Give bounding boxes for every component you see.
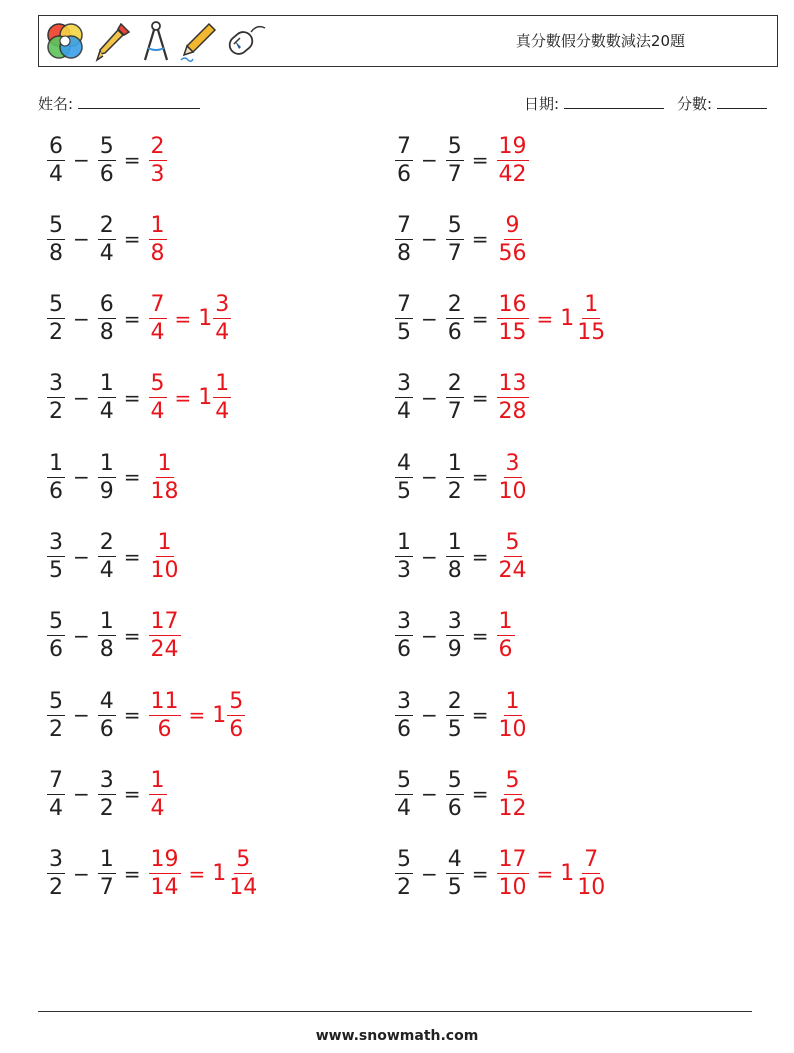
answer-fraction-numerator: 2	[150, 133, 165, 159]
minuend-fraction-numerator: 1	[397, 530, 411, 555]
minuend-fraction-denominator: 6	[49, 637, 63, 663]
answer-fraction	[149, 450, 181, 505]
subtrahend-fraction-numerator: 1	[447, 450, 462, 476]
subtrahend-fraction	[98, 688, 116, 743]
subtrahend-fraction-numerator: 1	[99, 450, 114, 476]
subtrahend-fraction	[446, 370, 464, 425]
problem-item	[392, 128, 532, 192]
problem-item	[392, 287, 610, 351]
minus-sign: −	[421, 306, 438, 331]
minuend-fraction	[395, 767, 413, 822]
score-label: 分數:	[677, 95, 713, 113]
subtrahend-fraction-numerator: 2	[447, 292, 462, 318]
minuend-fraction-denominator: 2	[49, 875, 63, 901]
equals-sign: =	[123, 227, 141, 252]
mixed-fraction-denominator: 10	[577, 875, 606, 901]
answer-fraction	[497, 846, 529, 901]
problem-item	[44, 445, 184, 509]
mixed-fraction-numerator: 5	[236, 847, 251, 873]
subtrahend-fraction-denominator: 8	[447, 558, 462, 583]
equals-sign: =	[123, 306, 141, 331]
equals-sign: =	[471, 623, 489, 648]
answer-fraction-numerator: 1	[157, 450, 172, 476]
minuend-fraction-numerator: 3	[397, 371, 411, 397]
equals-sign: =	[123, 148, 141, 172]
subtrahend-fraction-denominator: 6	[99, 161, 114, 187]
minuend-fraction	[395, 608, 413, 663]
date-field	[524, 93, 664, 114]
subtrahend-fraction-denominator: 7	[447, 399, 462, 425]
minuend-fraction	[47, 846, 65, 901]
problem-item	[392, 445, 532, 509]
minuend-fraction-numerator: 6	[49, 133, 63, 159]
minuend-fraction-numerator: 4	[397, 450, 411, 476]
minuend-fraction-numerator: 3	[49, 847, 63, 873]
answer-fraction-denominator: 56	[498, 240, 527, 266]
minus-sign: −	[73, 148, 90, 172]
subtrahend-fraction	[446, 212, 464, 267]
subtrahend-fraction	[98, 370, 116, 425]
mixed-fraction-numerator: 3	[215, 292, 230, 318]
answer-fraction	[497, 450, 529, 505]
mouse-icon	[225, 20, 269, 64]
minuend-fraction-denominator: 5	[397, 478, 411, 504]
minuend-fraction	[395, 133, 413, 188]
minuend-fraction	[47, 370, 65, 425]
subtrahend-fraction	[446, 133, 464, 188]
minuend-fraction-denominator: 2	[49, 399, 63, 425]
answer-fraction	[149, 133, 167, 188]
subtrahend-fraction-denominator: 8	[99, 320, 114, 346]
problem-item	[44, 604, 184, 668]
minuend-fraction	[47, 450, 65, 505]
problem-item	[392, 842, 610, 906]
answer-fraction-numerator: 3	[505, 450, 520, 476]
subtrahend-fraction	[446, 291, 464, 346]
mixed-fraction-denominator: 4	[215, 320, 230, 346]
minuend-fraction-numerator: 7	[397, 212, 411, 238]
subtrahend-fraction-numerator: 1	[99, 371, 114, 397]
subtrahend-fraction-denominator: 7	[447, 161, 462, 187]
minus-sign: −	[73, 544, 90, 569]
subtrahend-fraction-numerator: 1	[99, 847, 114, 873]
subtrahend-fraction-denominator: 5	[447, 716, 462, 742]
answer-fraction-denominator: 15	[498, 320, 527, 346]
answer-fraction	[497, 133, 529, 188]
mixed-whole: 1	[560, 861, 575, 887]
mixed-fraction-numerator: 1	[584, 292, 599, 318]
subtrahend-fraction-denominator: 4	[99, 558, 114, 583]
subtrahend-fraction-denominator: 7	[447, 240, 462, 266]
answer-fraction-numerator: 7	[150, 292, 165, 318]
subtrahend-fraction	[446, 688, 464, 743]
answer-fraction-numerator: 1	[505, 688, 520, 714]
answer-fraction	[149, 846, 181, 901]
equals-sign: =	[123, 385, 141, 410]
subtrahend-fraction-denominator: 5	[447, 875, 462, 901]
subtrahend-fraction	[446, 767, 464, 822]
answer-fraction-denominator: 24	[498, 558, 527, 583]
equals-sign: =	[174, 306, 192, 331]
equals-sign: =	[471, 703, 489, 728]
answer-fraction-denominator: 24	[150, 637, 179, 663]
answer-fraction-numerator: 13	[498, 371, 527, 397]
subtrahend-fraction-numerator: 1	[99, 609, 114, 635]
minus-sign: −	[421, 623, 438, 648]
answer-fraction-numerator: 11	[150, 688, 179, 714]
subtrahend-fraction	[98, 291, 116, 346]
minuend-fraction-numerator: 1	[49, 450, 63, 476]
mixed-fraction-denominator: 4	[215, 399, 230, 425]
answer-fraction-numerator: 19	[498, 133, 527, 159]
minuend-fraction-numerator: 5	[49, 609, 63, 635]
equals-sign: =	[123, 465, 141, 490]
mixed-fraction	[227, 688, 245, 743]
answer-fraction-numerator: 5	[505, 767, 520, 793]
minuend-fraction-denominator: 2	[49, 716, 63, 742]
minuend-fraction-numerator: 3	[397, 609, 411, 635]
minuend-fraction-denominator: 3	[397, 558, 411, 583]
minuend-fraction	[47, 291, 65, 346]
footer-divider	[38, 1011, 752, 1012]
subtrahend-fraction-denominator: 8	[99, 637, 114, 663]
answer-fraction	[497, 767, 529, 822]
mixed-whole: 1	[560, 306, 575, 332]
minuend-fraction	[47, 767, 65, 822]
equals-sign: =	[123, 703, 141, 728]
compass-icon	[139, 20, 173, 64]
answer-fraction	[149, 688, 181, 743]
subtrahend-fraction	[446, 846, 464, 901]
subtrahend-fraction	[446, 608, 464, 663]
subtrahend-fraction-numerator: 4	[99, 688, 114, 714]
minuend-fraction-numerator: 5	[49, 292, 63, 318]
minus-sign: −	[421, 227, 438, 252]
eyedropper-icon	[93, 20, 133, 64]
minuend-fraction-numerator: 3	[397, 688, 411, 714]
minus-sign: −	[73, 623, 90, 648]
mixed-whole: 1	[212, 702, 227, 728]
name-blank	[78, 93, 200, 109]
answer-fraction	[149, 212, 167, 267]
answer-fraction	[497, 370, 529, 425]
equals-sign: =	[188, 861, 206, 886]
problem-item	[392, 762, 532, 826]
mixed-fraction-numerator: 5	[229, 688, 244, 714]
mixed-fraction	[575, 846, 607, 901]
equals-sign: =	[123, 782, 141, 807]
minuend-fraction-numerator: 7	[397, 133, 411, 159]
score-field	[677, 93, 767, 114]
minuend-fraction-numerator: 5	[397, 847, 411, 873]
subtrahend-fraction-numerator: 4	[447, 847, 462, 873]
minuend-fraction	[395, 370, 413, 425]
minus-sign: −	[73, 385, 90, 410]
minuend-fraction-numerator: 5	[397, 767, 411, 793]
minus-sign: −	[421, 385, 438, 410]
minuend-fraction	[395, 688, 413, 743]
problem-item	[392, 525, 532, 589]
mixed-whole: 1	[198, 385, 213, 411]
subtrahend-fraction-numerator: 5	[99, 133, 114, 159]
minuend-fraction	[47, 688, 65, 743]
mixed-fraction-denominator: 6	[229, 716, 244, 742]
minus-sign: −	[73, 861, 90, 886]
subtrahend-fraction	[98, 133, 116, 188]
answer-fraction	[497, 212, 529, 267]
subtrahend-fraction-numerator: 5	[447, 133, 462, 159]
equals-sign: =	[123, 544, 141, 569]
name-field	[38, 93, 200, 114]
answer-fraction	[149, 291, 167, 346]
answer-fraction-numerator: 1	[150, 767, 165, 793]
answer-fraction-denominator: 10	[150, 558, 179, 583]
header-box	[38, 15, 778, 67]
answer-fraction-denominator: 3	[150, 161, 165, 187]
minus-sign: −	[73, 306, 90, 331]
subtrahend-fraction-numerator: 5	[447, 767, 462, 793]
answer-fraction-numerator: 17	[150, 609, 179, 635]
subtrahend-fraction-numerator: 5	[447, 212, 462, 238]
subtrahend-fraction-denominator: 4	[99, 240, 114, 266]
equals-sign: =	[188, 703, 206, 728]
subtrahend-fraction-denominator: 6	[447, 320, 462, 346]
subtrahend-fraction-numerator: 6	[99, 292, 114, 318]
equals-sign: =	[471, 306, 489, 331]
answer-fraction	[149, 767, 167, 822]
subtrahend-fraction-denominator: 6	[447, 795, 462, 821]
answer-fraction-denominator: 6	[498, 637, 513, 663]
equals-sign: =	[174, 385, 192, 410]
subtrahend-fraction	[446, 450, 464, 505]
problem-item	[44, 128, 170, 192]
subtrahend-fraction	[446, 529, 464, 584]
mixed-fraction-denominator: 15	[577, 320, 606, 346]
minus-sign: −	[421, 465, 438, 490]
subtrahend-fraction-numerator: 1	[447, 530, 462, 555]
minuend-fraction-numerator: 7	[397, 292, 411, 318]
answer-fraction-denominator: 12	[498, 795, 527, 821]
subtrahend-fraction-denominator: 9	[99, 478, 114, 504]
problem-item	[44, 207, 170, 271]
answer-fraction-denominator: 4	[150, 399, 165, 425]
mixed-fraction-numerator: 1	[215, 371, 230, 397]
problem-item	[392, 366, 532, 430]
problem-item	[44, 842, 262, 906]
minuend-fraction-denominator: 8	[397, 240, 411, 266]
subtrahend-fraction-denominator: 2	[99, 795, 114, 821]
answer-fraction-numerator: 1	[150, 212, 165, 238]
equals-sign: =	[471, 465, 489, 490]
minuend-fraction-numerator: 3	[49, 371, 63, 397]
answer-fraction-denominator: 10	[498, 875, 527, 901]
minus-sign: −	[73, 782, 90, 807]
answer-fraction-numerator: 19	[150, 847, 179, 873]
answer-fraction-denominator: 18	[150, 478, 179, 504]
answer-fraction	[149, 529, 181, 584]
subtrahend-fraction	[98, 212, 116, 267]
problem-item	[392, 207, 532, 271]
minuend-fraction-denominator: 6	[397, 716, 411, 742]
answer-fraction-denominator: 6	[157, 716, 172, 742]
minuend-fraction	[47, 529, 65, 584]
problem-item	[44, 525, 184, 589]
answer-fraction	[149, 608, 181, 663]
answer-fraction-numerator: 17	[498, 847, 527, 873]
minuend-fraction-denominator: 5	[397, 320, 411, 346]
problem-item	[44, 683, 248, 747]
subtrahend-fraction-denominator: 2	[447, 478, 462, 504]
minuend-fraction-numerator: 5	[49, 212, 63, 238]
answer-fraction-denominator: 10	[498, 478, 527, 504]
subtrahend-fraction-denominator: 7	[99, 875, 114, 901]
minus-sign: −	[73, 227, 90, 252]
date-blank	[564, 93, 664, 109]
minus-sign: −	[421, 148, 438, 172]
answer-fraction	[149, 370, 167, 425]
problem-item	[44, 366, 234, 430]
problem-item	[44, 762, 170, 826]
mixed-fraction	[213, 291, 231, 346]
mixed-fraction	[575, 291, 607, 346]
minuend-fraction-denominator: 4	[397, 399, 411, 425]
answer-fraction	[497, 291, 529, 346]
equals-sign: =	[123, 861, 141, 886]
minuend-fraction	[395, 212, 413, 267]
subtrahend-fraction-denominator: 9	[447, 637, 462, 663]
minus-sign: −	[421, 544, 438, 569]
subtrahend-fraction-numerator: 3	[447, 609, 462, 635]
answer-fraction-denominator: 28	[498, 399, 527, 425]
equals-sign: =	[536, 306, 554, 331]
minus-sign: −	[421, 782, 438, 807]
problem-item	[392, 604, 518, 668]
minuend-fraction-denominator: 6	[397, 161, 411, 187]
mixed-fraction	[213, 370, 231, 425]
footer-url: www.snowmath.com	[315, 1028, 479, 1044]
minuend-fraction	[47, 608, 65, 663]
subtrahend-fraction-numerator: 2	[447, 371, 462, 397]
minus-sign: −	[73, 703, 90, 728]
minuend-fraction	[395, 450, 413, 505]
answer-fraction-denominator: 8	[150, 240, 165, 266]
subtrahend-fraction	[98, 450, 116, 505]
answer-fraction-numerator: 1	[157, 530, 172, 555]
answer-fraction-denominator: 14	[150, 875, 179, 901]
minus-sign: −	[73, 465, 90, 490]
answer-fraction-denominator: 4	[150, 795, 165, 821]
mixed-fraction-numerator: 7	[584, 847, 599, 873]
minuend-fraction	[47, 133, 65, 188]
equals-sign: =	[471, 385, 489, 410]
subtrahend-fraction-denominator: 6	[99, 716, 114, 742]
minuend-fraction-denominator: 4	[49, 795, 63, 821]
subtrahend-fraction	[98, 767, 116, 822]
subtrahend-fraction	[98, 608, 116, 663]
equals-sign: =	[123, 623, 141, 648]
page-title: 真分數假分數數減法20題	[515, 32, 685, 50]
minuend-fraction	[395, 529, 413, 584]
mixed-fraction	[227, 846, 259, 901]
subtrahend-fraction-numerator: 3	[99, 767, 114, 793]
subtrahend-fraction-denominator: 4	[99, 399, 114, 425]
equals-sign: =	[471, 148, 489, 172]
mixed-whole: 1	[198, 306, 213, 332]
minuend-fraction	[395, 291, 413, 346]
answer-fraction-numerator: 9	[505, 212, 520, 238]
minuend-fraction-denominator: 4	[397, 795, 411, 821]
minuend-fraction-denominator: 6	[397, 637, 411, 663]
equals-sign: =	[536, 861, 554, 886]
equals-sign: =	[471, 227, 489, 252]
minuend-fraction	[395, 846, 413, 901]
equals-sign: =	[471, 544, 489, 569]
minuend-fraction-denominator: 2	[49, 320, 63, 346]
answer-fraction-numerator: 16	[498, 292, 527, 318]
minuend-fraction-denominator: 5	[49, 558, 63, 583]
subtrahend-fraction	[98, 846, 116, 901]
answer-fraction	[497, 529, 529, 584]
minuend-fraction-denominator: 6	[49, 478, 63, 504]
minuend-fraction-denominator: 8	[49, 240, 63, 266]
header-icons	[43, 19, 275, 65]
answer-fraction	[497, 688, 529, 743]
answer-fraction-denominator: 10	[498, 716, 527, 742]
minuend-fraction-denominator: 2	[397, 875, 411, 901]
answer-fraction-numerator: 1	[498, 609, 513, 635]
minus-sign: −	[421, 703, 438, 728]
minuend-fraction-numerator: 7	[49, 767, 63, 793]
mixed-fraction-denominator: 14	[229, 875, 258, 901]
equals-sign: =	[471, 782, 489, 807]
subtrahend-fraction-numerator: 2	[447, 688, 462, 714]
problem-item	[44, 287, 234, 351]
minuend-fraction-numerator: 3	[49, 530, 63, 555]
answer-fraction	[497, 608, 515, 663]
answer-fraction-numerator: 5	[150, 371, 165, 397]
pencil-icon	[179, 20, 219, 64]
date-label: 日期:	[524, 95, 560, 113]
subtrahend-fraction-numerator: 2	[99, 212, 114, 238]
color-wheel-icon	[43, 20, 87, 64]
minuend-fraction-numerator: 5	[49, 688, 63, 714]
score-blank	[717, 93, 767, 109]
answer-fraction-denominator: 42	[498, 161, 527, 187]
minus-sign: −	[421, 861, 438, 886]
subtrahend-fraction	[98, 529, 116, 584]
answer-fraction-numerator: 5	[505, 530, 520, 555]
mixed-whole: 1	[212, 861, 227, 887]
name-label: 姓名:	[38, 95, 74, 113]
minuend-fraction	[47, 212, 65, 267]
minuend-fraction-denominator: 4	[49, 161, 63, 187]
problem-item	[392, 683, 532, 747]
subtrahend-fraction-numerator: 2	[99, 530, 114, 555]
equals-sign: =	[471, 861, 489, 886]
answer-fraction-denominator: 4	[150, 320, 165, 346]
